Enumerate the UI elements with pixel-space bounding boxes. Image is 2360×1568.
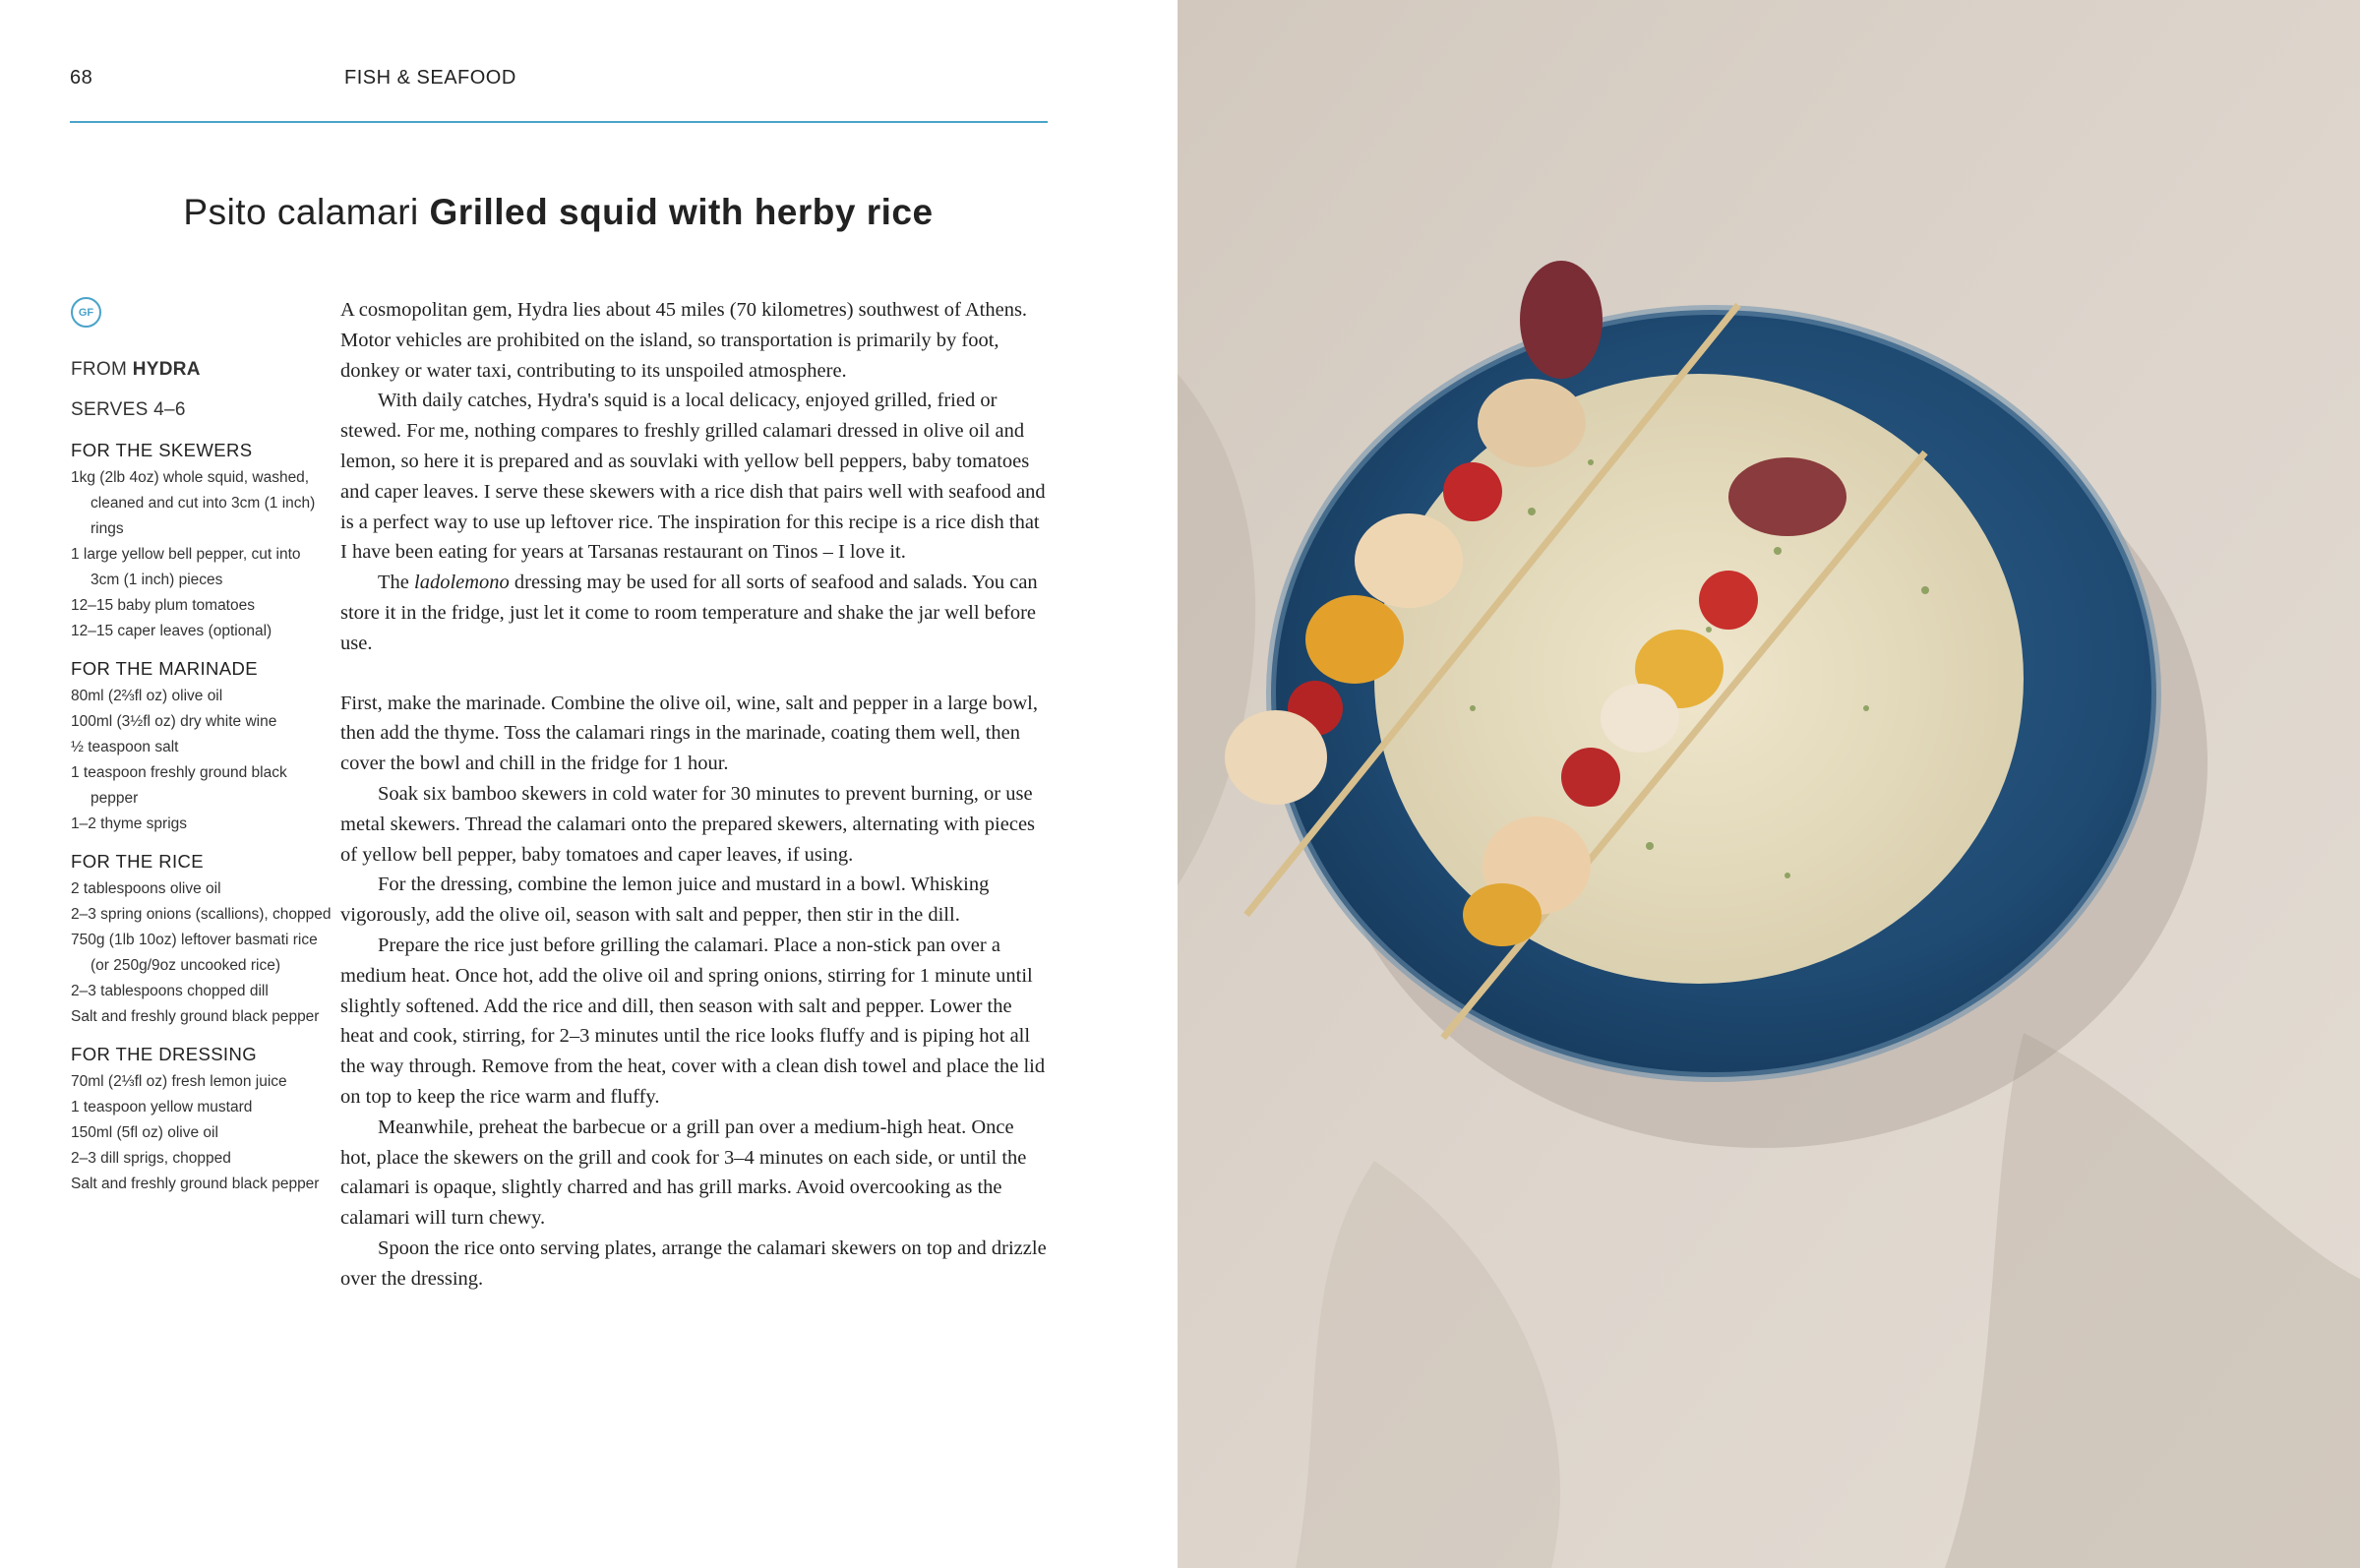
ingredients-sidebar	[71, 359, 332, 1197]
paragraph-gap	[340, 659, 1047, 689]
ingredient-item: 1 teaspoon yellow mustard	[71, 1099, 253, 1116]
recipe-title-greek: Psito calamari	[183, 192, 419, 232]
header-rule	[70, 121, 1048, 123]
intro-paragraph: A cosmopolitan gem, Hydra lies about 45 miles (70 kilometres) southwest of Athens. Motor vehicles are prohibited on the island, so transportation is primarily by foot, donkey or water taxi, contributing to its unspoiled atmosphere.	[340, 299, 1028, 382]
ingredient-item: 2–3 tablespoons chopped dill	[71, 983, 269, 999]
ingredient-item: 2 tablespoons olive oil	[71, 880, 221, 897]
ingredient-item: 12–15 caper leaves (optional)	[71, 623, 272, 639]
ingredient-item: 750g (1lb 10oz) leftover basmati rice (or 250g/9oz uncooked rice)	[71, 932, 318, 974]
method-paragraph: For the dressing, combine the lemon juice and mustard in a bowl. Whisking vigorously, add the olive oil, season with salt and pepper, then stir in the dill.	[340, 874, 990, 927]
intro-text: The	[378, 572, 414, 594]
ingredient-list	[71, 876, 332, 1030]
ingredient-item: 12–15 baby plum tomatoes	[71, 597, 255, 614]
ingredient-item: Salt and freshly ground black pepper	[71, 1008, 320, 1025]
ingredient-heading: FOR THE RICE	[71, 851, 204, 872]
ingredient-list	[71, 465, 332, 644]
origin-value: HYDRA	[132, 359, 201, 380]
ingredient-item: 100ml (3½fl oz) dry white wine	[71, 713, 277, 730]
ingredient-group-skewers	[71, 440, 332, 644]
intro-italic-term: ladolemono	[414, 572, 510, 594]
ingredient-item: 80ml (2⅔fl oz) olive oil	[71, 688, 223, 704]
ingredient-heading: FOR THE DRESSING	[71, 1044, 258, 1064]
ingredient-list	[71, 684, 332, 837]
ingredient-item: 1 large yellow bell pepper, cut into 3cm (1 inch) pieces	[71, 546, 301, 588]
gluten-free-badge: GF	[71, 297, 101, 328]
ingredient-item: 150ml (5fl oz) olive oil	[71, 1124, 218, 1141]
serves: SERVES 4–6	[71, 399, 186, 420]
ingredient-group-dressing	[71, 1044, 332, 1197]
intro-paragraph: With daily catches, Hydra's squid is a local delicacy, enjoyed grilled, fried or stewed. For me, nothing compares to freshly grilled calamari dressed in olive oil and lemon, so here it is prepared and as souvlaki with yellow bell peppers, baby tomatoes and caper leaves. I serve these skewers with a rice dish that pairs well with seafood and is a perfect way to use up leftover rice. The inspiration for this recipe is a rice dish that I have been eating for years at Tarsanas restaurant on Tinos – I love it.	[340, 390, 1046, 564]
ingredient-heading: FOR THE MARINADE	[71, 658, 259, 679]
running-header	[70, 67, 1048, 122]
method-paragraph: Meanwhile, preheat the barbecue or a grill pan over a medium-high heat. Once hot, place the skewers on the grill and cook for 3–4 minutes on each side, or until the calamari is opaque, slightly charred and has grill marks. Avoid overcooking as the calamari will turn chewy.	[340, 1116, 1027, 1230]
intro-text: dressing may be used for all sorts of seafood and salads. You can store it in the fridge, just let it come to room temperature and shake the jar well before use.	[340, 572, 1038, 654]
ingredient-item: 1kg (2lb 4oz) whole squid, washed, cleaned and cut into 3cm (1 inch) rings	[71, 469, 316, 537]
ingredient-item: 1–2 thyme sprigs	[71, 815, 188, 832]
origin-label: FROM	[71, 359, 128, 380]
ingredient-item: 70ml (2⅓fl oz) fresh lemon juice	[71, 1073, 287, 1090]
intro-paragraph	[340, 568, 1047, 658]
ingredient-item: 2–3 dill sprigs, chopped	[71, 1150, 231, 1167]
method-paragraph: First, make the marinade. Combine the olive oil, wine, salt and pepper in a large bowl, then add the thyme. Toss the calamari rings in the marinade, coating them well, then cover the bowl and chill in the fridge for 1 hour.	[340, 692, 1038, 775]
ingredient-item: 2–3 spring onions (scallions), chopped	[71, 906, 332, 923]
recipe-title	[0, 192, 1117, 233]
page-number: 68	[70, 67, 93, 89]
method-paragraph: Spoon the rice onto serving plates, arrange the calamari skewers on top and drizzle over the dressing.	[340, 1236, 1047, 1290]
recipe-title-english: Grilled squid with herby rice	[429, 192, 934, 232]
ingredient-item: 1 teaspoon freshly ground black pepper	[71, 764, 287, 807]
ingredient-heading: FOR THE SKEWERS	[71, 440, 253, 460]
right-page-photo	[1178, 0, 2360, 1568]
left-page	[0, 0, 1178, 1568]
method-paragraph: Soak six bamboo skewers in cold water for 30 minutes to prevent burning, or use metal skewers. Thread the calamari onto the prepared skewers, alternating with pieces of yellow bell pepper, baby tomatoes and caper leaves, if using.	[340, 782, 1036, 866]
recipe-body	[340, 295, 1047, 1295]
ingredient-group-marinade	[71, 658, 332, 837]
origin	[71, 359, 332, 381]
ingredient-item: ½ teaspoon salt	[71, 739, 179, 755]
section-label: FISH & SEAFOOD	[344, 67, 516, 89]
method-paragraph: Prepare the rice just before grilling the calamari. Place a non-stick pan over a medium heat. Once hot, add the olive oil and spring onions, stirring for 1 minute until slightly softened. Add the rice and dill, then season with salt and pepper. Lower the heat and cook, stirring, for 2–3 minutes until the rice looks fluffy and is piping hot all the way through. Remove from the heat, cover with a clean dish towel and place the lid on top to keep the rice warm and fluffy.	[340, 934, 1046, 1108]
ingredient-item: Salt and freshly ground black pepper	[71, 1176, 320, 1192]
ingredient-list	[71, 1069, 332, 1197]
ingredient-group-rice	[71, 851, 332, 1030]
grilled-squid-photo	[1178, 0, 2360, 1568]
